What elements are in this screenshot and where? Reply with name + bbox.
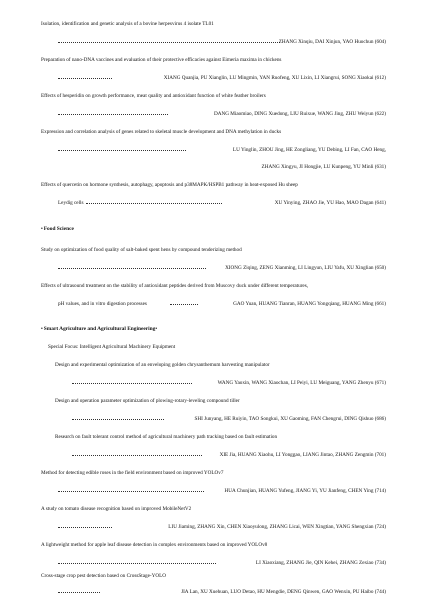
entry-title: A lightweight method for apple leaf disease detection in complex environments based on improved YOLOv8 — [41, 542, 268, 548]
bullet-icon: • — [41, 327, 43, 332]
entry-title: Cross-stage crop pest detection based on CrossStage-YOLO — [41, 573, 167, 579]
entry-authors-line: LIU Jiaming, ZHANG Xin, CHEN Xiaoyulong, ZHANG Licai, WEN Xingtian, YANG Shengxian (724) — [0, 523, 427, 532]
leader-dots — [58, 563, 216, 564]
leader-dots — [58, 491, 204, 492]
leader-dots — [58, 268, 206, 269]
section-subheading: Special Focus: Intelligent Agricultural Machinery Equipment — [48, 344, 176, 350]
entry-authors-line-2: ZHANG Xingyu, JI Hongjie, LU Kunpeng, YU Minli (631) — [261, 164, 386, 170]
leader-dots — [170, 304, 198, 305]
entry-title: Design and experimental optimization of an enveloping golden chrysanthemum harvesting manipulator — [55, 362, 270, 368]
entry-title: Effects of hesperidin on growth performance, meat quality and antioxidant function of white feather broilers — [41, 93, 266, 99]
leader-dots — [58, 42, 280, 43]
entry-authors-line: LI Xiaoxiang, ZHANG Jie, QIN Kehei, ZHANG Zexiao (734) — [0, 559, 427, 568]
entry-authors-line: XIANG Quanjia, PU Xianglin, LU Mingmin, YAN Ruofeng, XU Lixin, LI Xiangrui, SONG Xiaokai (612) — [0, 74, 427, 83]
leader-dots — [58, 527, 112, 528]
leader-dots — [72, 383, 192, 384]
entry-authors-line: XIONG Ziqing, ZENG Xianming, LI Lingyun, LIU Yafu, XU Xinglian (650) — [0, 264, 427, 273]
entry-title: Expression and correlation analysis of genes related to skeletal muscle development and DNA methylation in ducks — [41, 129, 282, 135]
entry-title: Isolation, identification and genetic analysis of a bovine herpesvirus 4 isolate TL01 — [41, 21, 214, 27]
entry-authors-line: ZHANG Xinqiu, DAI Xinjun, YAO Huochun (604) — [0, 38, 427, 47]
entry-authors-line: JIA Lan, XU Xuehuan, LUO Detao, HU Mengdie, DENG Qinwen, GAO Wenxin, PU Haibo (744) — [0, 588, 427, 597]
entry-title: Method for detecting edible roses in the field environment based on improved YOLOv7 — [41, 470, 224, 476]
entry-authors-line: HUA Chunjian, HUANG Yufeng, JIANG Yi, YU Jianfeng, CHEN Ying (714) — [0, 487, 427, 496]
leader-dots — [58, 114, 168, 115]
entry-authors-line: SHI Junyang, HE Ruiyin, TAO Songkui, XU Gaoming, FAN Chengrui, DING Qishuo (686) — [0, 415, 427, 424]
entry-title: Effects of ultrasound treatment on the stability of antioxidant peptides derived from Muscovy duck under different temperatures, — [41, 283, 309, 289]
bullet-icon: • — [155, 327, 158, 332]
leader-dots — [58, 78, 112, 79]
leader-dots — [58, 150, 186, 151]
entry-title: Effects of quercetin on hormone synthesis, autophagy, apoptosis and p38MAPK/HSPB1 pathway in heat-exposed Hu sheep — [41, 182, 298, 188]
entry-authors-line: WANG Yaoxin, WANG Xiaochan, LI Peiyi, LU Meiguang, YANG Zhenyu (671) — [0, 379, 427, 388]
section-heading: •Food Science — [41, 226, 74, 232]
entry-title: Research on fault tolerant control method of agricultural machinery path tracking based on fault estimation — [55, 434, 278, 440]
leader-dots — [86, 203, 222, 204]
bullet-icon: • — [41, 227, 43, 232]
entry-title: A study on tomato disease recognition based on improved MobileNetV2 — [41, 506, 192, 512]
entry-authors-line: Leydig cells XU Yinying, ZHAO Jie, YU Hao, MAO Dagan (641) — [58, 200, 386, 206]
entry-authors-line: LU Yinglin, ZHOU Jing, HE Zongliang, YU Debing, LI Fan, CAO Heng, — [0, 146, 427, 155]
entry-title: Study on optimization of food quality of salt-baked spent hens by compound tenderizing method — [41, 247, 242, 253]
entry-authors-line: pH values, and in vitro digestion processes GAO Yuan, HUANG Tianran, HUANG Yongqiang, HUANG Ming (661) — [58, 301, 386, 307]
entry-authors-line: XIE Jia, HUANG Xiaohu, LI Yonggao, LIANG Jintao, ZHANG Zengmin (701) — [0, 451, 427, 460]
entry-authors-line: DANG Miaomiao, DING Xuedong, LIU Ruixue, WANG Jing, ZHU Weiyun (622) — [0, 110, 427, 119]
section-heading: •Smart Agriculture and Agricultural Engineering• — [41, 326, 158, 332]
leader-dots — [72, 455, 202, 456]
leader-dots — [58, 592, 100, 593]
entry-title: Design and operation parameter optimization of plowing-rotary-leveling compound tiller — [55, 398, 240, 404]
leader-dots — [72, 419, 164, 420]
entry-title: Preparation of nano-DNA vaccines and evaluation of their protective efficacies against Eimeria maxima in chickens — [41, 57, 282, 63]
